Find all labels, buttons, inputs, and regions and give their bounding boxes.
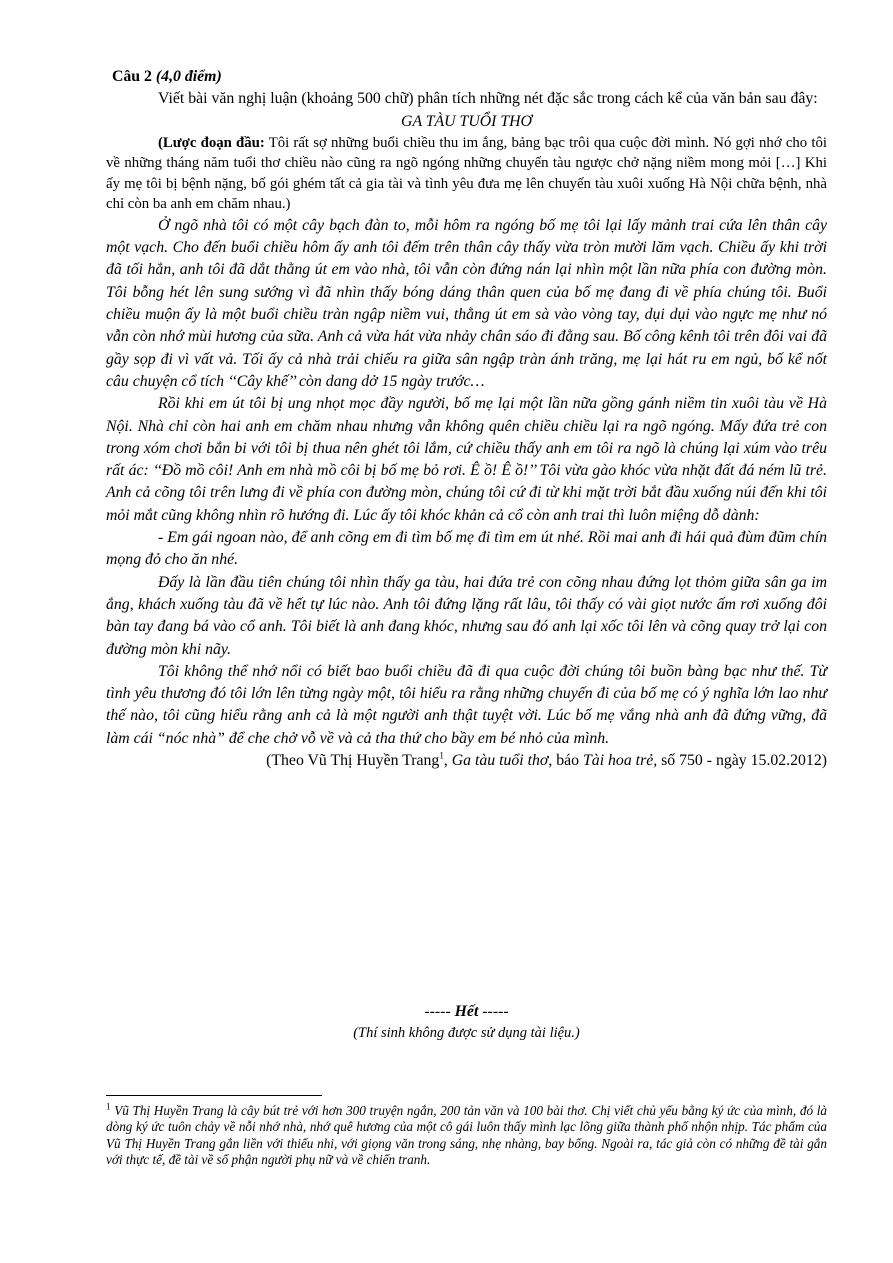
footnote bbox=[106, 1103, 827, 1169]
intro-label: (Lược đoạn đầu: bbox=[158, 134, 265, 151]
intro-text: Tôi rất sợ những buổi chiều thu im ắng, bảng bạc trôi qua cuộc đời mình. Nó gợi nhớ cho tôi về những tháng năm tuổi thơ chiều nào cũng ra ngõ ngóng những chuyến tàu ngược chở nặng niềm mong mỏi […] Khi ấy mẹ tôi bị bệnh nặng, bố gói ghém tất cả gia tài và tình yêu đưa mẹ lên chuyến tàu xuôi xuống Hà Nội chữa bệnh, nhà chỉ còn ba anh em chăm nhau.) bbox=[106, 134, 827, 213]
question-label: Câu 2 bbox=[112, 68, 152, 85]
end-dashes: ----- bbox=[424, 1003, 455, 1020]
footnote-ref: 1 bbox=[439, 750, 444, 761]
source-prefix: (Theo Vũ Thị Huyền Trang bbox=[266, 752, 440, 770]
end-label: Hết bbox=[454, 1003, 479, 1020]
story-title: GA TÀU TUỔI THƠ bbox=[401, 112, 532, 130]
story-paragraph: Đấy là lần đầu tiên chúng tôi nhìn thấy ga tàu, hai đứa trẻ con cõng nhau đứng lọt thỏm giữa sân ga im ắng, khách xuống tàu đã về hết tự lúc nào. Anh tôi đứng lặng rất lâu, tôi thấy có vài giọt nước ấm rơi xuống đôi bàn tay đang bá vào cổ anh. Tôi biết là anh đang khóc, nhưng sau đó anh lại xốc tôi lên và cõng quay trở lại con đường mòn khi nãy. bbox=[106, 573, 827, 658]
question-body bbox=[106, 66, 827, 772]
end-note: (Thí sinh không được sử dụng tài liệu.) bbox=[353, 1025, 580, 1041]
source-sep: , báo bbox=[548, 752, 584, 770]
source-work: Ga tàu tuổi thơ bbox=[451, 752, 549, 770]
source-newspaper: Tài hoa trẻ, bbox=[583, 752, 658, 770]
footnote-text: Vũ Thị Huyền Trang là cây bút trẻ với hơn 300 truyện ngắn, 200 tản văn và 100 bài thơ. Chị viết chủ yếu bằng ký ức của mình, đó là dòng ký ức tuôn chảy về nỗi nhớ nhà, nhớ quê hương của một cô gái luôn thấy mình lạc lõng giữa thành phố nhộn nhịp. Tác phẩm của Vũ Thị Huyền Trang gắn liền với thiếu nhi, với giọng văn trong sáng, nhẹ nhàng, bay bổng. Ngoài ra, tác giả còn có những đề tài gắn với thực tế, đề tài về số phận người phụ nữ và về chiến tranh. bbox=[106, 1103, 827, 1168]
story-paragraph: - Em gái ngoan nào, để anh cõng em đi tìm bố mẹ đi tìm em út nhé. Rồi mai anh đi hái quả đùm đũm chín mọng đỏ cho ăn nhé. bbox=[106, 529, 827, 569]
story-source bbox=[106, 750, 827, 772]
footnote-divider bbox=[106, 1095, 322, 1096]
source-suffix: số 750 - ngày 15.02.2012) bbox=[657, 752, 827, 770]
question-points: (4,0 điểm) bbox=[155, 68, 222, 85]
end-marker bbox=[106, 1002, 827, 1022]
story-paragraph: Tôi không thể nhớ nổi có biết bao buổi chiều đã đi qua cuộc đời chúng tôi buồn bàng bạc như thế. Từ tình yêu thương đó tôi lớn lên từng ngày một, tôi hiểu ra rằng những chuyến đi của bố mẹ có ý nghĩa lớn lao như thế nào, tôi cũng hiểu rằng anh cả là một người anh thật tuyệt vời. Lúc bố mẹ vắng nhà anh đã đứng vững, đã làm cái “nóc nhà” để che chở vỗ về và cả tha thứ cho bầy em bé nhỏ của mình. bbox=[106, 662, 827, 747]
story-intro bbox=[106, 133, 827, 215]
source-sep: , bbox=[443, 752, 452, 770]
end-dashes: ----- bbox=[478, 1003, 509, 1020]
footnote-mark: 1 bbox=[106, 1101, 111, 1112]
story-paragraph: Ở ngõ nhà tôi có một cây bạch đàn to, mỗi hôm ra ngóng bố mẹ tôi lại lấy mảnh trai cứa lên thân cây một vạch. Cho đến buổi chiều hôm ấy anh tôi đếm trên thân cây thấy vừa tròn mười lăm vạch. Chiều ấy khi trời đã tối hẳn, anh tôi đã dắt thằng út em vào nhà, tôi vẫn còn đứng nán lại nhìn một lần nữa phía con đường mòn. Tôi bỗng hét lên sung sướng vì đã nhìn thấy bóng dáng thân quen của bố mẹ đang đi về phía chúng tôi. Buổi chiều muộn ấy là một buổi chiều tràn ngập niềm vui, thằng út em sà vào vòng tay, dụi dụi vào ngực mẹ như nó vẫn còn nhớ mùi hương của sữa. Anh cả vừa hát vừa nhảy chân sáo đi đằng sau. Bố công kênh tôi trên đôi vai đã gầy sọp đi vì vất vả. Tối ấy cả nhà trải chiếu ra giữa sân ngập tràn ánh trăng, mẹ lại hát ru em ngủ, bố kể nốt câu chuyện cổ tích ‘‘Cây khế’’ còn dang dở 15 ngày trước… bbox=[106, 216, 827, 390]
story-paragraph: Rồi khi em út tôi bị ung nhọt mọc đầy người, bố mẹ lại một lần nữa gồng gánh niềm tin xuôi tàu về Hà Nội. Nhà chỉ còn hai anh em chăm nhau nhưng vẫn không quên chiều chiều lại ra ngõ ngóng. Mấy đứa trẻ con trong xóm chơi bắn bi với tôi bị thua nên ghét tôi lắm, cứ chiều thấy anh em tôi ra ngõ là chúng lại xúm vào trêu rất ác: ‘‘Đồ mồ côi! Anh em nhà mồ côi bị bố mẹ bỏ rơi. Ê ồ! Ê ồ!’’ Tôi vừa gào khóc vừa nhặt đất đá ném lũ trẻ. Anh cả cõng tôi trên lưng đi về phía con đường mòn, chúng tôi cứ đi từ khi mặt trời bắt đầu xuống núi đến khi tôi mỏi mắt cũng không nhìn rõ hướng đi. Lúc ấy tôi khóc khản cả cổ còn anh trai thì luôn miệng dỗ dành: bbox=[106, 395, 827, 524]
question-prompt: Viết bài văn nghị luận (khoảng 500 chữ) phân tích những nét đặc sắc trong cách kể của văn bản sau đây: bbox=[158, 90, 818, 108]
question-heading bbox=[112, 66, 827, 88]
